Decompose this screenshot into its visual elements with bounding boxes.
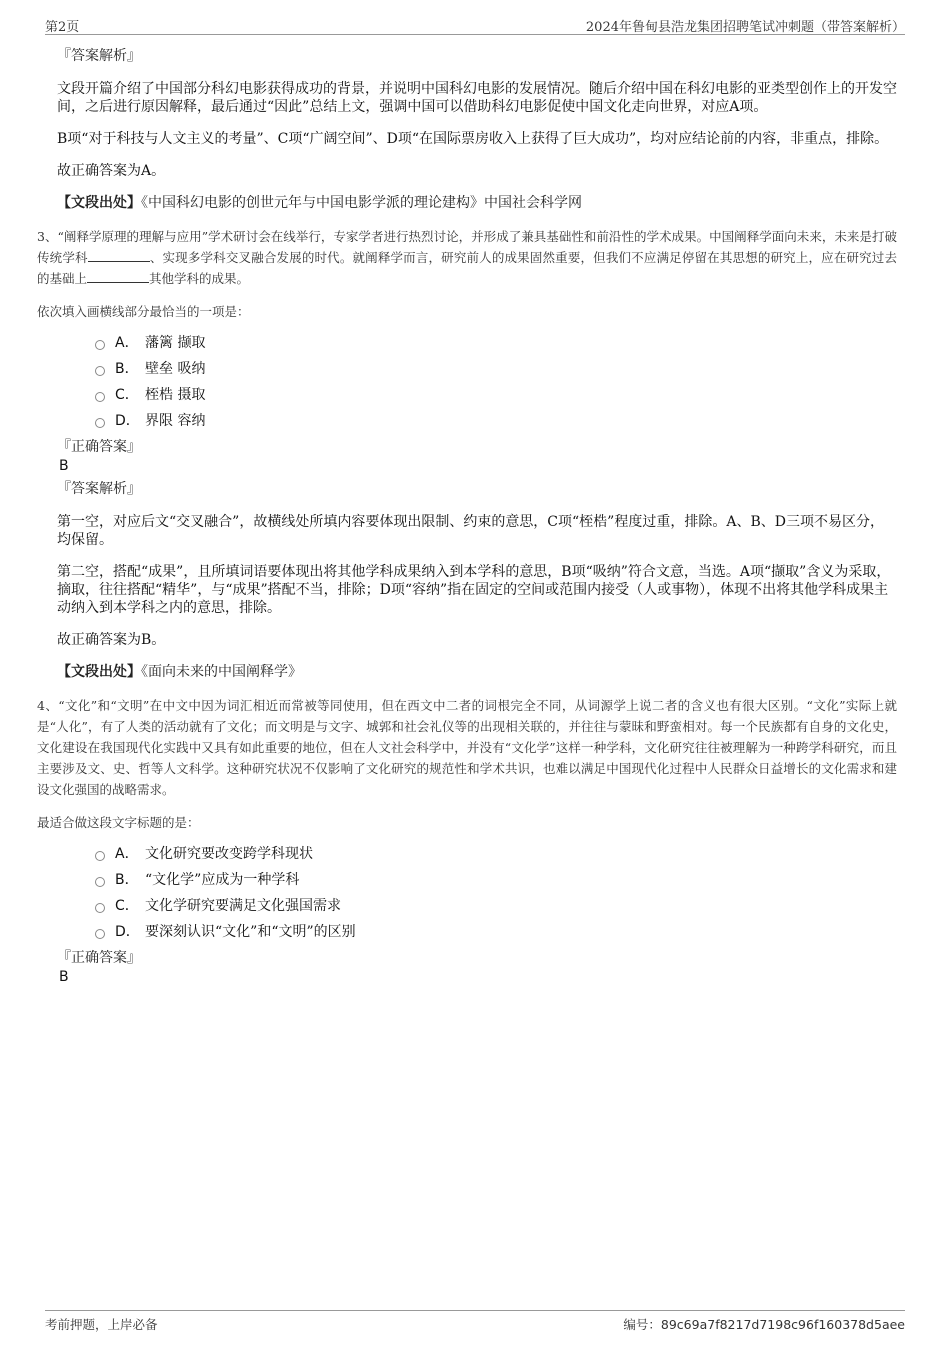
code-label: 编号： xyxy=(623,1317,661,1332)
q2-source-label: 【文段出处】 xyxy=(57,195,141,211)
radio-icon[interactable] xyxy=(95,418,105,428)
q3-option-b[interactable]: B． 壁垒 吸纳 xyxy=(95,355,897,381)
radio-icon[interactable] xyxy=(95,903,105,913)
q3-source xyxy=(57,663,897,681)
q3-analysis-paragraph-2: 第二空，搭配“成果”，且所填词语要体现出将其他学科成果纳入到本学科的意思，B项“吸纳”符合文意，当选。A项“撷取”含义为采取，摘取，往往搭配“精华”，与“成果”搭配不当，排除；D项“容纳”指在固定的空间或范围内接受（人或事物），体现不出将其他学科成果主动纳入到本学科之内的意思，排除。 xyxy=(57,564,891,616)
document-code xyxy=(623,1315,905,1333)
code-value: 89c69a7f8217d7198c96f160378d5aee xyxy=(660,1317,905,1332)
radio-icon[interactable] xyxy=(95,877,105,887)
q3-source-text: 《面向未来的中国阐释学》 xyxy=(141,664,302,680)
q3-analysis-paragraph-3: 故正确答案为B。 xyxy=(57,632,166,648)
q3-correct-answer: B xyxy=(59,458,69,474)
q3-source-label: 【文段出处】 xyxy=(57,664,141,680)
q3-question: 3、“阐释学原理的理解与应用”学术研讨会在线举行，专家学者进行热烈讨论，并形成了兼具基础性和前沿性的学术成果。中国阐释学面向未来，未来是打破传统学科 、实现多学科交叉融合发展的时代。就阐释学而言，研究前人的成果固然重要，但我们不应满足停留在其思想的研究上，应在研究过去的基础上 其他学科的成果。 xyxy=(37,229,897,286)
radio-icon[interactable] xyxy=(95,366,105,376)
q3-prompt: 依次填入画横线部分最恰当的一项是： xyxy=(37,304,250,319)
q3-option-a[interactable]: A． 藩篱 撷取 xyxy=(95,329,897,355)
q2-analysis-label: 『答案解析』 xyxy=(57,48,141,64)
q4-question: 4、“文化”和“文明”在中文中因为词汇相近而常被等同使用，但在西文中二者的词根完全不同，从词源学上说二者的含义也有很大区别。“文化”实际上就是“人化”，有了人类的活动就有了文化；而文明是与文字、城郭和社会礼仪等的出现相关联的，并往往与蒙昧和野蛮相对。每一个民族都有自身的文化史，文化建设在我国现代化实践中又具有如此重要的地位，但在人文社会科学中，并没有“文化学”这样一种学科，文化研究往往被理解为一种跨学科研究，而且主要涉及文、史、哲等人文科学。这种研究状况不仅影响了文化研究的规范性和学术共识，也难以满足中国现代化过程中人民群众日益增长的文化需求和建设文化强国的战略需求。 xyxy=(37,698,897,797)
q3-correct-label: 『正确答案』 xyxy=(57,439,141,455)
radio-icon[interactable] xyxy=(95,340,105,350)
document-title: 2024年鲁甸县浩龙集团招聘笔试冲刺题（带答案解析） xyxy=(585,20,905,35)
q3-blank-1 xyxy=(88,249,150,262)
q4-option-c[interactable]: C． 文化学研究要满足文化强国需求 xyxy=(95,892,897,918)
radio-icon[interactable] xyxy=(95,851,105,861)
radio-icon[interactable] xyxy=(95,392,105,402)
q3-blank-2 xyxy=(87,270,149,283)
q4-option-b[interactable]: B． “文化学”应成为一种学科 xyxy=(95,866,897,892)
q4-options xyxy=(95,840,897,944)
q3-option-d[interactable]: D． 界限 容纳 xyxy=(95,407,897,433)
q3-analysis-paragraph-1: 第一空，对应后文“交叉融合”，故横线处所填内容要体现出限制、约束的意思，C项“桎梏”程度过重，排除。A、B、D三项不易区分，均保留。 xyxy=(57,514,884,548)
q4-prompt: 最适合做这段文字标题的是： xyxy=(37,815,200,830)
q2-analysis-paragraph-3: 故正确答案为A。 xyxy=(57,163,166,179)
q2-source-text: 《中国科幻电影的创世元年与中国电影学派的理论建构》中国社会科学网 xyxy=(141,195,582,211)
q2-analysis-paragraph-2: B项“对于科技与人文主义的考量”、C项“广阔空间”、D项“在国际票房收入上获得了巨大成功”，均对应结论前的内容，非重点，排除。 xyxy=(57,131,889,147)
footer-slogan: 考前押题，上岸必备 xyxy=(45,1317,158,1332)
q2-analysis-paragraph-1: 文段开篇介绍了中国部分科幻电影获得成功的背景，并说明中国科幻电影的发展情况。随后介绍中国在科幻电影的亚类型创作上的开发空间，之后进行原因解释，最后通过“因此”总结上文，强调中国可以借助科幻电影促使中国文化走向世界，对应A项。 xyxy=(57,81,897,115)
q3-analysis-label: 『答案解析』 xyxy=(57,481,141,497)
radio-icon[interactable] xyxy=(95,929,105,939)
q2-source xyxy=(57,194,897,212)
q4-option-a[interactable]: A． 文化研究要改变跨学科现状 xyxy=(95,840,897,866)
page-number: 第2页 xyxy=(45,20,80,35)
q4-option-d[interactable]: D． 要深刻认识“文化”和“文明”的区别 xyxy=(95,918,897,944)
q3-options xyxy=(95,329,897,433)
q4-correct-label: 『正确答案』 xyxy=(57,950,141,966)
page-footer xyxy=(45,1310,905,1331)
page-content xyxy=(37,46,897,990)
page-header xyxy=(45,14,905,35)
q4-correct-answer: B xyxy=(59,969,69,985)
q3-option-c[interactable]: C． 桎梏 摄取 xyxy=(95,381,897,407)
